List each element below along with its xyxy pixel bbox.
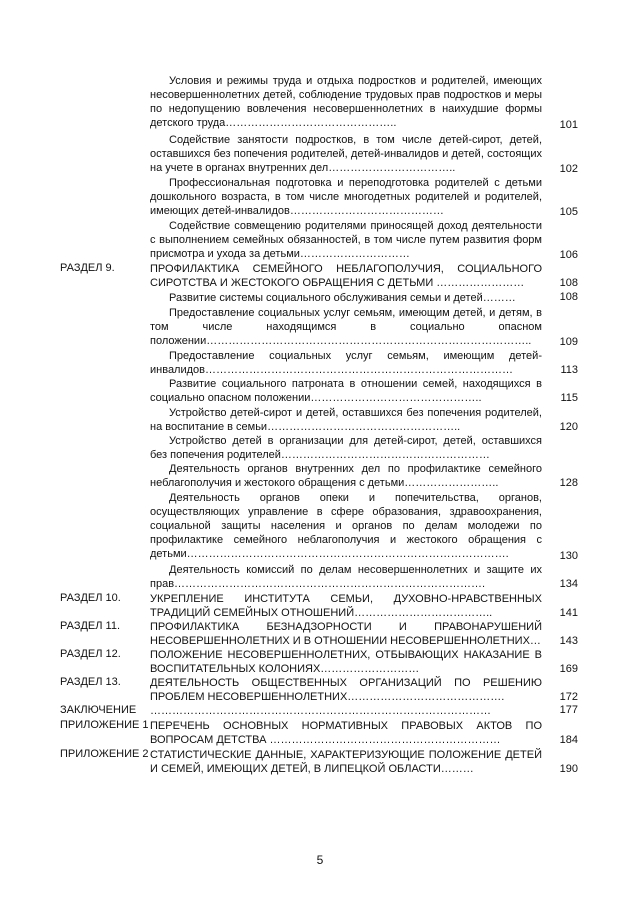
toc-entry-page: 184 [559, 734, 578, 746]
toc-entry-text: ПЕРЕЧЕНЬ ОСНОВНЫХ НОРМАТИВНЫХ ПРАВОВЫХ АКТОВ ПО ВОПРОСАМ ДЕТСТВА ……………………………………………………… [150, 720, 542, 746]
toc-entry-page: 141 [559, 607, 578, 619]
toc-entry-text: Профессиональная подготовка и переподготовка родителей с детьми дошкольного возраста, в том числе многодетных родителей и родителей, имеющих детей-инвалидов…………………………………… [150, 177, 542, 217]
section-label: РАЗДЕЛ 12. [60, 648, 121, 660]
page-number: 5 [316, 853, 324, 867]
toc-entry-text: Развитие системы социального обслуживания семьи и детей……… [169, 292, 516, 304]
toc-entry-page: 113 [560, 364, 578, 376]
toc-entry-text: Содействие совмещению родителями приносящей доход деятельности с выполнением семейных обязанностей, в том числе путем развития форм присмотра и ухода за детьми………………………… [150, 220, 542, 260]
toc-entry-text: Деятельность комиссий по делам несовершеннолетних и защите их прав…………………………………………………………………………. [150, 564, 542, 590]
toc-entry-page: 130 [559, 550, 578, 562]
toc-entry-text: Развитие социального патроната в отношении семей, находящихся в социально опасном положении……………………………………….. [150, 378, 542, 404]
section-label: ПРИЛОЖЕНИЕ 2 [60, 748, 149, 760]
section-label: РАЗДЕЛ 13. [60, 676, 121, 688]
toc-entry-text: Устройство детей в организации для детей-сирот, детей, оставшихся без попечения родителей………………………………………………… [150, 435, 542, 461]
toc-entry-text: ДЕЯТЕЛЬНОСТЬ ОБЩЕСТВЕННЫХ ОРГАНИЗАЦИЙ ПО РЕШЕНИЮ ПРОБЛЕМ НЕСОВЕРШЕННОЛЕТНИХ……………………………………. [150, 677, 542, 703]
section-label: ПРИЛОЖЕНИЕ 1 [60, 719, 149, 731]
toc-entry-page: 172 [559, 691, 578, 703]
toc-entry-text: ПРОФИЛАКТИКА СЕМЕЙНОГО НЕБЛАГОПОЛУЧИЯ, СОЦИАЛЬНОГО СИРОТСТВА И ЖЕСТОКОГО ОБРАЩЕНИЯ С ДЕТЬМИ …………………… [150, 263, 542, 289]
toc-entry-page: 190 [559, 763, 578, 775]
toc-entry-page: 177 [559, 704, 578, 716]
toc-entry-text: Деятельность органов опеки и попечительства, органов, осуществляющих управление в сфере образования, здравоохранения, социальной защиты населения и органов по делам молодежи по профилактике семейного неблагополучия и жестокого обращения с детьми……………………………………………………………………………. [150, 492, 542, 560]
toc-entry-page: 143 [559, 635, 578, 647]
toc-entry-page: 115 [560, 392, 578, 404]
toc-entry-page: 134 [559, 578, 578, 590]
toc-entry-page: 105 [559, 206, 578, 218]
toc-entry-page: 102 [559, 163, 578, 175]
section-label: РАЗДЕЛ 9. [60, 262, 115, 274]
toc-entry-page: 109 [559, 336, 578, 348]
toc-entry-text: Условия и режимы труда и отдыха подростков и родителей, имеющих несовершеннолетних детей, соблюдение трудовых прав подростков и меры по недопущению вовлечения несовершеннолетних в наихудшие формы детского труда……………………………………….. [150, 75, 542, 129]
toc-entry-page: 108 [559, 291, 578, 303]
toc-entry-text: ПОЛОЖЕНИЕ НЕСОВЕРШЕННОЛЕТНИХ, ОТБЫВАЮЩИХ НАКАЗАНИЕ В ВОСПИТАТЕЛЬНЫХ КОЛОНИЯХ……………………… [150, 649, 542, 675]
toc-entry-page: 169 [559, 663, 578, 675]
toc-entry-text: УКРЕПЛЕНИЕ ИНСТИТУТА СЕМЬИ, ДУХОВНО-НРАВСТВЕННЫХ ТРАДИЦИЙ СЕМЕЙНЫХ ОТНОШЕНИЙ……………………………….. [150, 593, 542, 619]
toc-entry-page: 120 [559, 421, 578, 433]
toc-entry-text: ………………………………………………………………………………… [150, 705, 491, 717]
toc-entry-page: 106 [559, 249, 578, 261]
toc-entry-text: Предоставление социальных услуг семьям, имеющим детей, и детям, в том числе находящимся в социально опасном положении…………………………………………………………………………….. [150, 307, 542, 347]
toc-entry-text: СТАТИСТИЧЕСКИЕ ДАННЫЕ, ХАРАКТЕРИЗУЮЩИЕ ПОЛОЖЕНИЕ ДЕТЕЙ И СЕМЕЙ, ИМЕЮЩИХ ДЕТЕЙ, В ЛИПЕЦКОЙ ОБЛАСТИ……… [150, 749, 542, 775]
section-label: РАЗДЕЛ 11. [60, 620, 120, 632]
toc-entry-page: 128 [559, 477, 578, 489]
toc-entry-text: ПРОФИЛАКТИКА БЕЗНАДЗОРНОСТИ И ПРАВОНАРУШЕНИЙ НЕСОВЕРШЕННОЛЕТНИХ И В ОТНОШЕНИИ НЕСОВЕРШЕННОЛЕТНИХ… [150, 621, 542, 647]
section-label: РАЗДЕЛ 10. [60, 592, 121, 604]
toc-entry-page: 108 [559, 277, 578, 289]
toc-entry-text: Содействие занятости подростков, в том числе детей-сирот, детей, оставшихся без попечения родителей, детей-инвалидов и детей, состоящих на учете в органах внутренних дел…………………………….. [150, 134, 542, 174]
toc-entry-text: Деятельность органов внутренних дел по профилактике семейного неблагополучия и жестокого обращения с детьми…………………….. [150, 463, 542, 489]
section-label: ЗАКЛЮЧЕНИЕ [60, 704, 137, 716]
toc-entry-page: 101 [559, 119, 578, 131]
toc-entry-text: Предоставление социальных услуг семьям, имеющим детей-инвалидов………………………………………………………………………… [150, 350, 542, 376]
toc-entry-text: Устройство детей-сирот и детей, оставшихся без попечения родителей, на воспитание в семьи…………………………………………….. [150, 407, 542, 433]
